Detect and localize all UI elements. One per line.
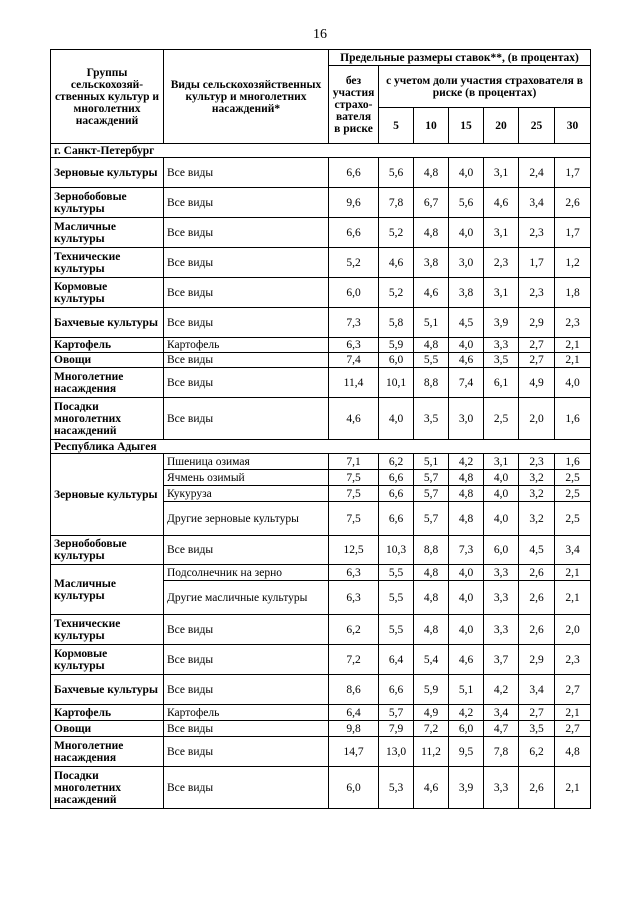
section-row (51, 144, 591, 158)
rate-cell: 3,3 (484, 581, 519, 615)
table-row (51, 721, 591, 737)
rate-cell: 7,4 (329, 353, 379, 368)
kind-cell: Все виды (164, 398, 329, 440)
rate-cell: 7,2 (414, 721, 449, 737)
rate-cell: 6,6 (379, 502, 414, 536)
rate-cell: 8,8 (414, 368, 449, 398)
table-body (51, 144, 591, 809)
rate-cell: 6,4 (329, 705, 379, 721)
rate-cell: 2,3 (519, 278, 555, 308)
rate-cell: 2,9 (519, 645, 555, 675)
header-share: 30 (555, 108, 591, 144)
rate-cell: 4,6 (449, 645, 484, 675)
rate-cell: 2,6 (519, 615, 555, 645)
rate-cell: 4,2 (484, 675, 519, 705)
rate-cell: 2,7 (519, 338, 555, 353)
section-title: Республика Адыгея (51, 440, 591, 454)
rate-cell: 5,2 (379, 218, 414, 248)
rate-cell: 5,7 (379, 705, 414, 721)
rate-cell: 2,1 (555, 705, 591, 721)
header-share: 5 (379, 108, 414, 144)
rate-cell: 3,4 (519, 675, 555, 705)
rate-cell: 3,1 (484, 454, 519, 470)
page-number: 16 (313, 27, 327, 42)
rate-cell: 11,2 (414, 737, 449, 767)
table-row (51, 248, 591, 278)
rate-cell: 2,6 (555, 188, 591, 218)
rate-cell: 4,5 (519, 536, 555, 565)
rate-cell: 6,6 (379, 470, 414, 486)
rate-cell: 3,1 (484, 278, 519, 308)
rate-cell: 3,5 (414, 398, 449, 440)
rate-cell: 4,8 (449, 502, 484, 536)
rate-cell: 3,8 (449, 278, 484, 308)
rate-cell: 3,0 (449, 398, 484, 440)
rate-cell: 4,0 (449, 338, 484, 353)
rate-cell: 3,3 (484, 767, 519, 809)
group-cell: Зерновые культуры (51, 158, 164, 188)
rate-cell: 6,2 (329, 615, 379, 645)
rate-cell: 7,8 (379, 188, 414, 218)
rate-cell: 7,2 (329, 645, 379, 675)
rate-cell: 4,0 (555, 368, 591, 398)
kind-cell: Пшеница озимая (164, 454, 329, 470)
rate-cell: 3,0 (449, 248, 484, 278)
rate-cell: 9,8 (329, 721, 379, 737)
rate-cell: 3,4 (484, 705, 519, 721)
group-cell: Технические культуры (51, 615, 164, 645)
rate-cell: 6,0 (329, 767, 379, 809)
rate-cell: 3,2 (519, 502, 555, 536)
rate-cell: 4,6 (414, 278, 449, 308)
rate-cell: 2,7 (555, 675, 591, 705)
rates-table (50, 49, 591, 809)
group-cell: Посадки многолетних насаждений (51, 767, 164, 809)
rate-cell: 4,6 (449, 353, 484, 368)
kind-cell: Другие зерновые культуры (164, 502, 329, 536)
rate-cell: 4,0 (484, 486, 519, 502)
kind-cell: Все виды (164, 737, 329, 767)
rate-cell: 5,3 (379, 767, 414, 809)
rate-cell: 6,7 (414, 188, 449, 218)
rate-cell: 2,3 (555, 645, 591, 675)
group-cell: Зерновые культуры (51, 454, 164, 536)
rate-cell: 6,6 (379, 675, 414, 705)
rate-cell: 6,4 (379, 645, 414, 675)
table-row (51, 767, 591, 809)
rate-cell: 5,5 (379, 615, 414, 645)
rate-cell: 3,4 (519, 188, 555, 218)
table-row (51, 645, 591, 675)
rate-cell: 2,6 (519, 581, 555, 615)
rate-cell: 6,3 (329, 338, 379, 353)
rate-cell: 3,3 (484, 615, 519, 645)
rate-cell: 1,6 (555, 454, 591, 470)
rate-cell: 1,8 (555, 278, 591, 308)
rate-cell: 5,1 (414, 308, 449, 338)
rate-cell: 1,7 (555, 218, 591, 248)
rate-cell: 14,7 (329, 737, 379, 767)
kind-cell: Все виды (164, 645, 329, 675)
table-row (51, 737, 591, 767)
rate-cell: 6,1 (484, 368, 519, 398)
rate-cell: 3,5 (519, 721, 555, 737)
rate-cell: 4,6 (379, 248, 414, 278)
kind-cell: Все виды (164, 278, 329, 308)
rate-cell: 2,0 (555, 615, 591, 645)
group-cell: Бахчевые культуры (51, 675, 164, 705)
rate-cell: 5,1 (449, 675, 484, 705)
rate-cell: 5,1 (414, 454, 449, 470)
rate-cell: 7,1 (329, 454, 379, 470)
rate-cell: 1,2 (555, 248, 591, 278)
group-cell: Зернобобовые культуры (51, 188, 164, 218)
rate-cell: 5,5 (379, 565, 414, 581)
rate-cell: 4,8 (414, 581, 449, 615)
rate-cell: 4,8 (414, 158, 449, 188)
group-cell: Многолетние насаждения (51, 737, 164, 767)
rate-cell: 3,3 (484, 338, 519, 353)
rate-cell: 4,8 (449, 486, 484, 502)
kind-cell: Все виды (164, 158, 329, 188)
rate-cell: 13,0 (379, 737, 414, 767)
rate-cell: 4,0 (379, 398, 414, 440)
table-row (51, 615, 591, 645)
group-cell: Бахчевые культуры (51, 308, 164, 338)
rate-cell: 6,6 (329, 218, 379, 248)
rate-cell: 2,1 (555, 338, 591, 353)
rate-cell: 3,2 (519, 470, 555, 486)
kind-cell: Все виды (164, 353, 329, 368)
rate-cell: 1,7 (555, 158, 591, 188)
rate-cell: 4,0 (449, 218, 484, 248)
rate-cell: 4,8 (414, 615, 449, 645)
rate-cell: 4,8 (449, 470, 484, 486)
table-row (51, 705, 591, 721)
rate-cell: 4,5 (449, 308, 484, 338)
group-cell: Картофель (51, 338, 164, 353)
rate-cell: 4,6 (484, 188, 519, 218)
rate-cell: 4,0 (484, 470, 519, 486)
header-share: 20 (484, 108, 519, 144)
table-row (51, 675, 591, 705)
rate-cell: 4,9 (414, 705, 449, 721)
rate-cell: 10,1 (379, 368, 414, 398)
rate-cell: 6,3 (329, 565, 379, 581)
kind-cell: Картофель (164, 705, 329, 721)
kind-cell: Ячмень озимый (164, 470, 329, 486)
rate-cell: 2,1 (555, 767, 591, 809)
rate-cell: 3,7 (484, 645, 519, 675)
rate-cell: 11,4 (329, 368, 379, 398)
kind-cell: Картофель (164, 338, 329, 353)
table-row (51, 565, 591, 581)
rate-cell: 3,8 (414, 248, 449, 278)
rate-cell: 7,8 (484, 737, 519, 767)
group-cell: Картофель (51, 705, 164, 721)
kind-cell: Все виды (164, 675, 329, 705)
rate-cell: 5,9 (414, 675, 449, 705)
group-cell: Овощи (51, 721, 164, 737)
group-cell: Масличные культуры (51, 218, 164, 248)
header-share: 15 (449, 108, 484, 144)
rate-cell: 9,5 (449, 737, 484, 767)
kind-cell: Все виды (164, 767, 329, 809)
rate-cell: 4,6 (329, 398, 379, 440)
rate-cell: 2,1 (555, 353, 591, 368)
rate-cell: 2,7 (519, 705, 555, 721)
rate-cell: 7,4 (449, 368, 484, 398)
table-row (51, 353, 591, 368)
rate-cell: 2,1 (555, 565, 591, 581)
rate-cell: 7,3 (329, 308, 379, 338)
rate-cell: 3,9 (449, 767, 484, 809)
rate-cell: 5,9 (379, 338, 414, 353)
group-cell: Кормовые культуры (51, 645, 164, 675)
kind-cell: Все виды (164, 248, 329, 278)
rate-cell: 2,6 (519, 767, 555, 809)
rate-cell: 2,1 (555, 581, 591, 615)
rate-cell: 2,5 (555, 486, 591, 502)
rate-cell: 4,2 (449, 454, 484, 470)
kind-cell: Кукуруза (164, 486, 329, 502)
kind-cell: Все виды (164, 536, 329, 565)
header-with-participation: с учетом доли участия страхователя в риске (в процентах) (379, 66, 591, 108)
header-kind: Виды сельскохозяйственных культур и многолетних насаждений* (164, 50, 329, 144)
kind-cell: Подсолнечник на зерно (164, 565, 329, 581)
rate-cell: 3,5 (484, 353, 519, 368)
rate-cell: 7,3 (449, 536, 484, 565)
rate-cell: 2,7 (555, 721, 591, 737)
header-limits: Предельные размеры ставок**, (в процентах) (329, 50, 591, 66)
rate-cell: 6,0 (449, 721, 484, 737)
rate-cell: 5,5 (414, 353, 449, 368)
kind-cell: Все виды (164, 188, 329, 218)
group-cell: Овощи (51, 353, 164, 368)
rate-cell: 2,3 (555, 308, 591, 338)
rate-cell: 6,2 (519, 737, 555, 767)
group-cell: Многолетние насаждения (51, 368, 164, 398)
rate-cell: 3,3 (484, 565, 519, 581)
group-cell: Кормовые культуры (51, 278, 164, 308)
rate-cell: 12,5 (329, 536, 379, 565)
rate-cell: 4,2 (449, 705, 484, 721)
header-share: 10 (414, 108, 449, 144)
header-group: Группы сельскохозяй-ственных культур и многолетних насаждений (51, 50, 164, 144)
rate-cell: 9,6 (329, 188, 379, 218)
section-title: г. Санкт-Петербург (51, 144, 591, 158)
rate-cell: 6,0 (329, 278, 379, 308)
rate-cell: 4,0 (449, 158, 484, 188)
rate-cell: 2,5 (555, 502, 591, 536)
kind-cell: Все виды (164, 721, 329, 737)
rate-cell: 4,7 (484, 721, 519, 737)
rate-cell: 2,3 (519, 454, 555, 470)
rate-cell: 2,3 (484, 248, 519, 278)
rate-cell: 3,1 (484, 158, 519, 188)
rate-cell: 7,9 (379, 721, 414, 737)
rate-cell: 6,6 (329, 158, 379, 188)
group-cell: Технические культуры (51, 248, 164, 278)
rate-cell: 6,3 (329, 581, 379, 615)
rate-cell: 5,2 (379, 278, 414, 308)
kind-cell: Все виды (164, 308, 329, 338)
rate-cell: 2,5 (555, 470, 591, 486)
rate-cell: 4,8 (414, 565, 449, 581)
rate-cell: 5,6 (379, 158, 414, 188)
rate-cell: 1,7 (519, 248, 555, 278)
rate-cell: 3,2 (519, 486, 555, 502)
rate-cell: 4,6 (414, 767, 449, 809)
rate-cell: 7,5 (329, 470, 379, 486)
rate-cell: 8,6 (329, 675, 379, 705)
table-row (51, 536, 591, 565)
rate-cell: 2,9 (519, 308, 555, 338)
rate-cell: 5,7 (414, 486, 449, 502)
section-row (51, 440, 591, 454)
rate-cell: 3,4 (555, 536, 591, 565)
rate-cell: 2,4 (519, 158, 555, 188)
rate-cell: 5,4 (414, 645, 449, 675)
table-row (51, 308, 591, 338)
table-row (51, 338, 591, 353)
rate-cell: 6,2 (379, 454, 414, 470)
rate-cell: 3,1 (484, 218, 519, 248)
rate-cell: 5,5 (379, 581, 414, 615)
table-row (51, 218, 591, 248)
rate-cell: 6,0 (484, 536, 519, 565)
table-row (51, 398, 591, 440)
rate-cell: 5,8 (379, 308, 414, 338)
rate-cell: 1,6 (555, 398, 591, 440)
rate-cell: 4,0 (449, 581, 484, 615)
rate-cell: 5,7 (414, 502, 449, 536)
group-cell: Зернобобовые культуры (51, 536, 164, 565)
rate-cell: 8,8 (414, 536, 449, 565)
rate-cell: 7,5 (329, 502, 379, 536)
kind-cell: Все виды (164, 218, 329, 248)
group-cell: Масличные культуры (51, 565, 164, 615)
kind-cell: Все виды (164, 368, 329, 398)
header-share: 25 (519, 108, 555, 144)
rate-cell: 3,9 (484, 308, 519, 338)
table-row (51, 368, 591, 398)
rate-cell: 5,7 (414, 470, 449, 486)
rate-cell: 4,0 (484, 502, 519, 536)
rate-cell: 4,8 (414, 338, 449, 353)
rate-cell: 6,0 (379, 353, 414, 368)
rate-cell: 5,2 (329, 248, 379, 278)
rate-cell: 10,3 (379, 536, 414, 565)
rate-cell: 6,6 (379, 486, 414, 502)
rate-cell: 4,8 (555, 737, 591, 767)
rate-cell: 2,0 (519, 398, 555, 440)
rate-cell: 4,0 (449, 565, 484, 581)
kind-cell: Другие масличные культуры (164, 581, 329, 615)
table-row (51, 158, 591, 188)
kind-cell: Все виды (164, 615, 329, 645)
rate-cell: 2,6 (519, 565, 555, 581)
rate-cell: 4,9 (519, 368, 555, 398)
rate-cell: 5,6 (449, 188, 484, 218)
rate-cell: 4,8 (414, 218, 449, 248)
rate-cell: 2,3 (519, 218, 555, 248)
table-row (51, 188, 591, 218)
table-row (51, 278, 591, 308)
table-row (51, 454, 591, 470)
group-cell: Посадки многолетних насаждений (51, 398, 164, 440)
rate-cell: 2,5 (484, 398, 519, 440)
rate-cell: 2,7 (519, 353, 555, 368)
rate-cell: 4,0 (449, 615, 484, 645)
rate-cell: 7,5 (329, 486, 379, 502)
header-no-participation: без участия страхо-вателя в риске (329, 66, 379, 144)
